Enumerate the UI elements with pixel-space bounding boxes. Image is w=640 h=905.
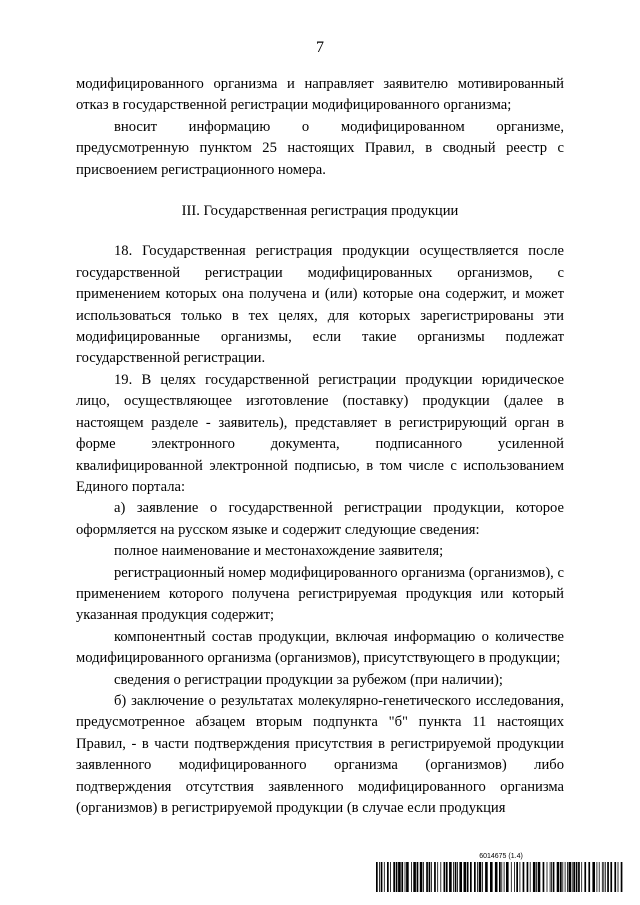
barcode-bar <box>603 862 604 892</box>
barcode-bar <box>533 862 536 892</box>
barcode-bar <box>405 862 406 892</box>
barcode-bar <box>621 862 623 892</box>
barcode-bar <box>393 862 395 892</box>
barcode-bar <box>565 862 566 892</box>
barcode-bar <box>420 862 423 892</box>
barcode-bar <box>614 862 616 892</box>
barcode-bar <box>602 862 603 892</box>
page-number: 7 <box>316 39 324 56</box>
barcode-bar <box>406 862 409 892</box>
paragraphs-main <box>76 241 564 819</box>
barcode-bar <box>434 862 436 892</box>
barcode-bar <box>597 862 598 892</box>
barcode-bar <box>551 862 552 892</box>
paragraph: компонентный состав продукции, включая информацию о количестве модифицированного организма (организмов), присутствующего в продукции; <box>76 628 564 667</box>
barcode-bar <box>592 862 595 892</box>
barcode-bar <box>562 862 563 892</box>
barcode-bar <box>477 862 478 892</box>
barcode-bar <box>423 862 424 892</box>
paragraph: б) заключение о результатах молекулярно-генетического исследования, предусмотренное абзацем вторым подпункта "б" пункта 11 настоящих Правил, - в части подтверждения присутствия в регистрируемой продукции заявленного модифицированного организма (организмов) либо подтверждения отсутствия заявленного модифицированного организма (организмов) в регистрируемой продукции (в случае если продукция <box>76 692 564 816</box>
paragraph: 19. В целях государственной регистрации продукции юридическое лицо, осуществляющее изготовление (поставку) продукции (далее в настоящем разделе - заявитель), представляет в регистрирующий орган в форме электронного документа, подписанного усиленной квалифицированной электронной подписью, в том числе с использованием Единого портала: <box>76 371 564 495</box>
barcode-bar <box>495 862 498 892</box>
paragraph: полное наименование и местонахождение заявителя; <box>114 543 444 560</box>
barcode-bar <box>599 862 600 892</box>
barcode-bar <box>538 862 541 892</box>
barcode-bar <box>573 862 575 892</box>
barcode-bar <box>550 862 551 892</box>
barcode-bar <box>431 862 432 892</box>
barcode-bar <box>530 862 531 892</box>
barcode-bar <box>467 862 469 892</box>
barcode-bar <box>376 862 378 892</box>
barcode-bar <box>464 862 467 892</box>
barcode-bar <box>520 862 521 892</box>
paragraph: 18. Государственная регистрация продукции осуществляется после государственной регистрации модифицированных организмов, с применением которых она получена и (или) которые она содержит, и может использоваться только в тех целях, для которых зарегистрированы эти модифицированные организмы, если такие организмы подлежат государственной регистрации. <box>76 243 564 367</box>
barcode-bar <box>567 862 568 892</box>
barcode-bar <box>581 862 582 892</box>
barcode-bar <box>379 862 380 892</box>
barcode-bar <box>479 862 482 892</box>
paragraph: регистрационный номер модифицированного организма (организмов), с применением которого получена регистрируемая продукция или который указанная продукция содержит; <box>76 564 564 624</box>
barcode-bar <box>506 862 509 892</box>
barcode-bar <box>426 862 428 892</box>
barcode-bar <box>437 862 438 892</box>
barcode-bar <box>578 862 580 892</box>
barcode-bar <box>417 862 419 892</box>
barcode-bar <box>387 862 389 892</box>
barcode-bar <box>381 862 383 892</box>
barcode-bar <box>514 862 515 892</box>
section-heading: III. Государственная регистрация продукции <box>181 203 459 220</box>
barcode-bar <box>618 862 619 892</box>
paragraph: модифицированного организма и направляет заявителю мотивированный отказ в государственной регистрации модифицированного организма; <box>76 76 564 114</box>
barcode-bar <box>429 862 431 892</box>
barcode-bar <box>610 862 612 892</box>
barcode-bar <box>584 862 586 892</box>
barcode-bar <box>511 862 512 892</box>
barcode-bar <box>499 862 501 892</box>
barcode-bar <box>504 862 505 892</box>
barcode-bar <box>501 862 502 892</box>
barcode-bar <box>482 862 483 892</box>
paragraph: вносит информацию о модифицированном организме, предусмотренную пунктом 25 настоящих Правил, в сводный реестр с присвоением регистрационного номера. <box>76 118 564 178</box>
paragraph: а) заявление о государственной регистрации продукции, которое оформляется на русском языке и содержит следующие сведения: <box>76 500 564 538</box>
barcode-bar <box>576 862 578 892</box>
barcode-bar <box>547 862 548 892</box>
barcode-bar <box>536 862 537 892</box>
barcode-bar <box>516 862 518 892</box>
barcode-bar <box>523 862 525 892</box>
barcode <box>376 852 626 894</box>
barcode-bar <box>557 862 560 892</box>
barcode-bar <box>401 862 403 892</box>
paragraph: сведения о регистрации продукции за рубежом (при наличии); <box>114 671 503 688</box>
barcode-bar <box>453 862 454 892</box>
paragraphs-top <box>76 74 564 181</box>
barcode-image <box>376 862 626 892</box>
barcode-bar <box>474 862 476 892</box>
barcode-bar <box>440 862 441 892</box>
barcode-bar <box>543 862 545 892</box>
barcode-bar <box>444 862 446 892</box>
barcode-bar <box>455 862 457 892</box>
barcode-bar <box>560 862 562 892</box>
barcode-bar <box>485 862 488 892</box>
barcode-bar <box>457 862 458 892</box>
barcode-bar <box>605 862 606 892</box>
barcode-bar <box>572 862 573 892</box>
barcode-bar <box>569 862 572 892</box>
barcode-bar <box>384 862 385 892</box>
barcode-bar <box>396 862 398 892</box>
barcode-bar <box>490 862 493 892</box>
document-body <box>76 74 564 819</box>
barcode-bar <box>459 862 462 892</box>
barcode-bar <box>470 862 472 892</box>
barcode-bar <box>398 862 401 892</box>
barcode-bar <box>390 862 391 892</box>
barcode-bar <box>411 862 412 892</box>
barcode-bar <box>588 862 590 892</box>
barcode-bar <box>553 862 555 892</box>
barcode-bar <box>413 862 416 892</box>
barcode-bar <box>446 862 448 892</box>
barcode-bar <box>607 862 609 892</box>
barcode-bar <box>449 862 452 892</box>
barcode-label: 6014675 (1.4) <box>479 853 523 860</box>
barcode-bar <box>527 862 529 892</box>
